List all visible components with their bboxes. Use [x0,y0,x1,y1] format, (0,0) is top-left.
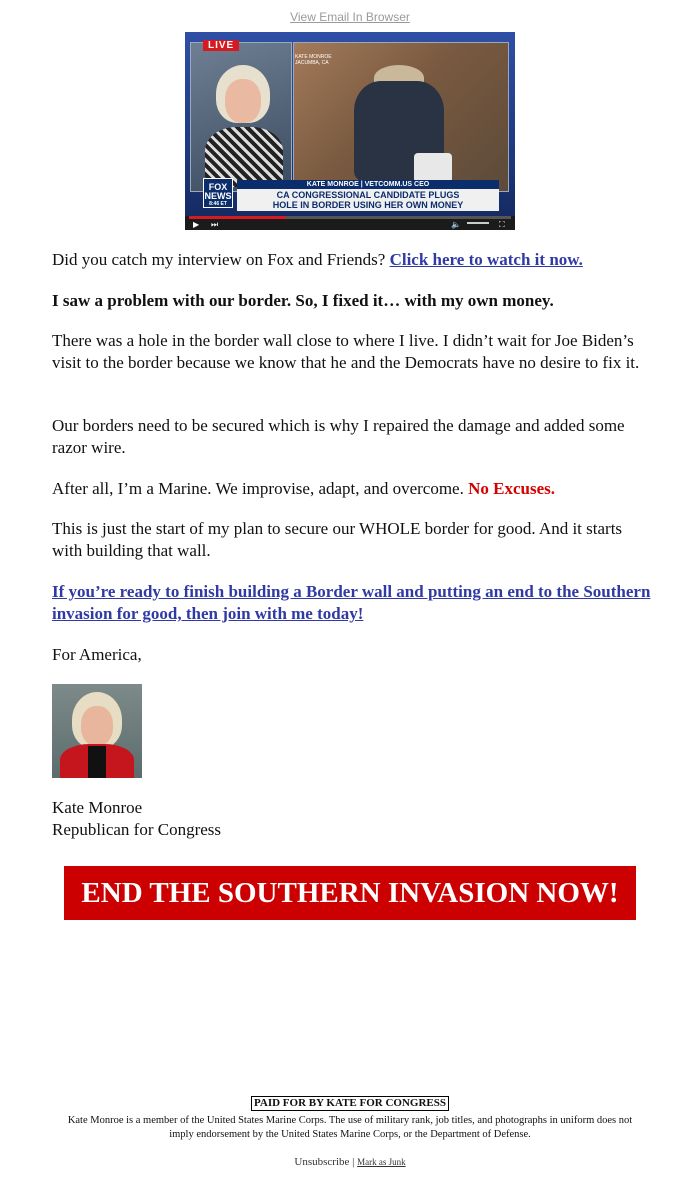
signature-block [52,797,652,841]
location-line-2: JACUMBA, CA [295,60,329,66]
fullscreen-icon[interactable]: ⛶ [499,220,505,229]
paragraph-7 [52,581,652,625]
avatar [52,684,142,778]
chyron-line-1: CA CONGRESSIONAL CANDIDATE PLUGS [276,190,460,200]
paragraph-4 [52,415,652,459]
location-tag [295,54,332,66]
paragraph-6 [52,518,652,562]
video-progress-bar[interactable] [189,216,511,219]
fox-news-logo [203,178,233,208]
avatar-face [81,706,113,746]
unsubscribe-link[interactable]: Unsubscribe [294,1156,350,1168]
military-disclaimer: Kate Monroe is a member of the United States Marine Corps. The use of military rank, job titles, and photographs in uniform does not imply endorsement by the United States Marine Corps, or the Department of Defense. [67,1115,633,1140]
mark-as-junk-link[interactable]: Mark as Junk [357,1157,406,1167]
paragraph-3-text: There was a hole in the border wall close to where I live. I didn’t wait for Joe Biden’s visit to the border because we know that he and the Democrats have no desire to fix it. [52,331,640,372]
chyron-line-2: HOLE IN BORDER USING HER OWN MONEY [272,200,464,210]
bucket [414,153,452,183]
signature-title: Republican for Congress [52,820,222,839]
footer-separator: | [352,1156,355,1168]
logo-time-text: 8:46 ET [209,201,227,207]
join-today-link[interactable]: If you’re ready to finish building a Border wall and putting an end to the Southern invasion for good, then join with me today! [52,582,651,623]
paragraph-1 [52,249,652,271]
paragraph-1-text: Did you catch my interview on Fox and Friends? [52,250,390,269]
volume-slider[interactable] [467,222,489,224]
logo-line-1: FOX [208,182,228,192]
paid-for-disclaimer [0,1093,700,1111]
paragraph-5-text: After all, I’m a Marine. We improvise, adapt, and overcome. [52,479,469,498]
video-left-panel [190,42,292,192]
logo-line-2: NEWS [204,191,232,201]
chyron [237,189,499,211]
signature-name: Kate Monroe [52,798,143,817]
footer-links [0,1156,700,1168]
video-progress-fill [189,216,286,219]
paragraph-5 [52,478,652,500]
video-thumbnail[interactable] [185,32,515,230]
person-face [225,79,261,123]
live-badge: LIVE [203,40,239,51]
paragraph-2 [52,290,652,312]
paragraph-3 [52,330,652,374]
paragraph-4-text: Our borders need to be secured which is why I repaired the damage and added some razor wire. [52,416,625,457]
paid-for-text: PAID FOR BY KATE FOR CONGRESS [251,1096,449,1111]
avatar-shirt [88,746,106,778]
chyron-top: KATE MONROE | VETCOMM.US CEO [237,180,499,189]
volume-icon[interactable]: 🔈 [451,220,461,229]
watch-interview-link[interactable]: Click here to watch it now. [389,250,583,269]
next-icon[interactable]: ⏭ [211,220,219,229]
logo-time [204,201,232,207]
paragraph-2-text: I saw a problem with our border. So, I fixed it… with my own money. [52,291,554,310]
no-excuses-text: No Excuses. [468,479,555,498]
location-line-1: KATE MONROE [295,54,332,60]
signoff [52,644,652,666]
play-icon[interactable]: ▶ [193,220,200,229]
end-invasion-button[interactable]: END THE SOUTHERN INVASION NOW! [64,866,636,920]
video-controls [185,216,515,230]
signoff-text: For America, [52,645,142,664]
view-in-browser-link[interactable]: View Email In Browser [290,10,410,24]
paragraph-6-text: This is just the start of my plan to secure our WHOLE border for good. And it starts with building that wall. [52,519,623,560]
